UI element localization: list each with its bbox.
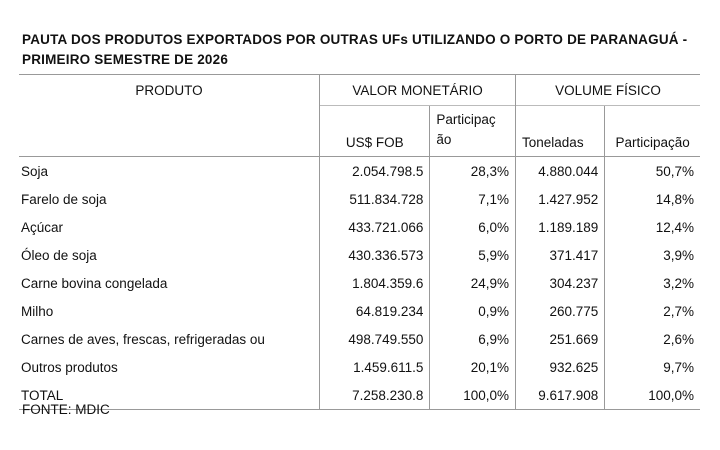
table-row	[19, 353, 700, 381]
cell-us-fob: 430.336.573	[320, 241, 430, 269]
total-row	[19, 381, 700, 410]
table-row	[19, 185, 700, 213]
cell-toneladas: 1.189.189	[516, 213, 605, 241]
cell-us-fob: 64.819.234	[320, 297, 430, 325]
cell-part-volume: 3,9%	[605, 241, 700, 269]
cell-part-valor: 24,9%	[430, 269, 516, 297]
cell-toneladas: 4.880.044	[516, 157, 605, 186]
cell-produto: Carnes de aves, frescas, refrigeradas ou	[21, 331, 265, 347]
cell-toneladas: 371.417	[516, 241, 605, 269]
cell-us-fob: 1.459.611.5	[320, 353, 430, 381]
cell-us-fob: 498.749.550	[320, 325, 430, 353]
table-row	[19, 269, 700, 297]
cell-us-fob: 433.721.066	[320, 213, 430, 241]
cell-part-volume: 9,7%	[605, 353, 700, 381]
header-toneladas: Toneladas	[516, 106, 605, 157]
cell-us-fob: 2.054.798.5	[320, 157, 430, 186]
cell-produto: Açúcar	[21, 219, 64, 235]
cell-part-valor: 20,1%	[430, 353, 516, 381]
cell-us-fob: 511.834.728	[320, 185, 430, 213]
header-valor-monetario: VALOR MONETÁRIO	[320, 75, 516, 106]
header-participacao-valor	[430, 106, 516, 157]
header-participacao-volume: Participação	[605, 106, 700, 157]
cell-toneladas: 304.237	[516, 269, 605, 297]
header-volume-fisico: VOLUME FÍSICO	[516, 75, 700, 106]
cell-total-us-fob: 7.258.230.8	[320, 381, 430, 410]
cell-part-volume: 2,6%	[605, 325, 700, 353]
cell-total-part-volume: 100,0%	[605, 381, 700, 410]
cell-part-valor: 5,9%	[430, 241, 516, 269]
table-row	[19, 213, 700, 241]
cell-part-volume: 14,8%	[605, 185, 700, 213]
table-title	[22, 30, 712, 70]
table-row	[19, 325, 700, 353]
cell-produto: Outros produtos	[21, 359, 118, 375]
cell-part-valor: 6,0%	[430, 213, 516, 241]
cell-total-part-valor: 100,0%	[430, 381, 516, 410]
source-note: FONTE: MDIC	[22, 402, 110, 417]
title-line-1: PAUTA DOS PRODUTOS EXPORTADOS POR OUTRAS UFs UTILIZANDO O PORTO DE PARANAGUÁ -	[22, 32, 688, 47]
cell-toneladas: 251.669	[516, 325, 605, 353]
table-row	[19, 157, 700, 186]
cell-toneladas: 932.625	[516, 353, 605, 381]
cell-produto: Milho	[21, 303, 54, 319]
header-produto: PRODUTO	[19, 75, 320, 157]
cell-part-volume: 2,7%	[605, 297, 700, 325]
cell-total-toneladas: 9.617.908	[516, 381, 605, 410]
cell-toneladas: 1.427.952	[516, 185, 605, 213]
header-participacao-valor-text: Participação	[436, 112, 496, 147]
header-us-fob: US$ FOB	[320, 106, 430, 157]
cell-produto: Carne bovina congelada	[21, 275, 168, 291]
cell-toneladas: 260.775	[516, 297, 605, 325]
cell-produto: Óleo de soja	[21, 247, 97, 263]
table-row	[19, 241, 700, 269]
cell-part-valor: 28,3%	[430, 157, 516, 186]
cell-total-label: TOTAL	[19, 381, 320, 410]
cell-produto: Soja	[19, 157, 320, 186]
cell-us-fob: 1.804.359.6	[320, 269, 430, 297]
cell-part-valor: 6,9%	[430, 325, 516, 353]
cell-part-volume: 50,7%	[605, 157, 700, 186]
title-line-2: PRIMEIRO SEMESTRE DE 2026	[22, 52, 229, 67]
table-row	[19, 297, 700, 325]
cell-produto: Farelo de soja	[21, 191, 107, 207]
export-table	[19, 74, 700, 410]
cell-part-valor: 0,9%	[430, 297, 516, 325]
cell-part-valor: 7,1%	[430, 185, 516, 213]
cell-part-volume: 3,2%	[605, 269, 700, 297]
cell-part-volume: 12,4%	[605, 213, 700, 241]
